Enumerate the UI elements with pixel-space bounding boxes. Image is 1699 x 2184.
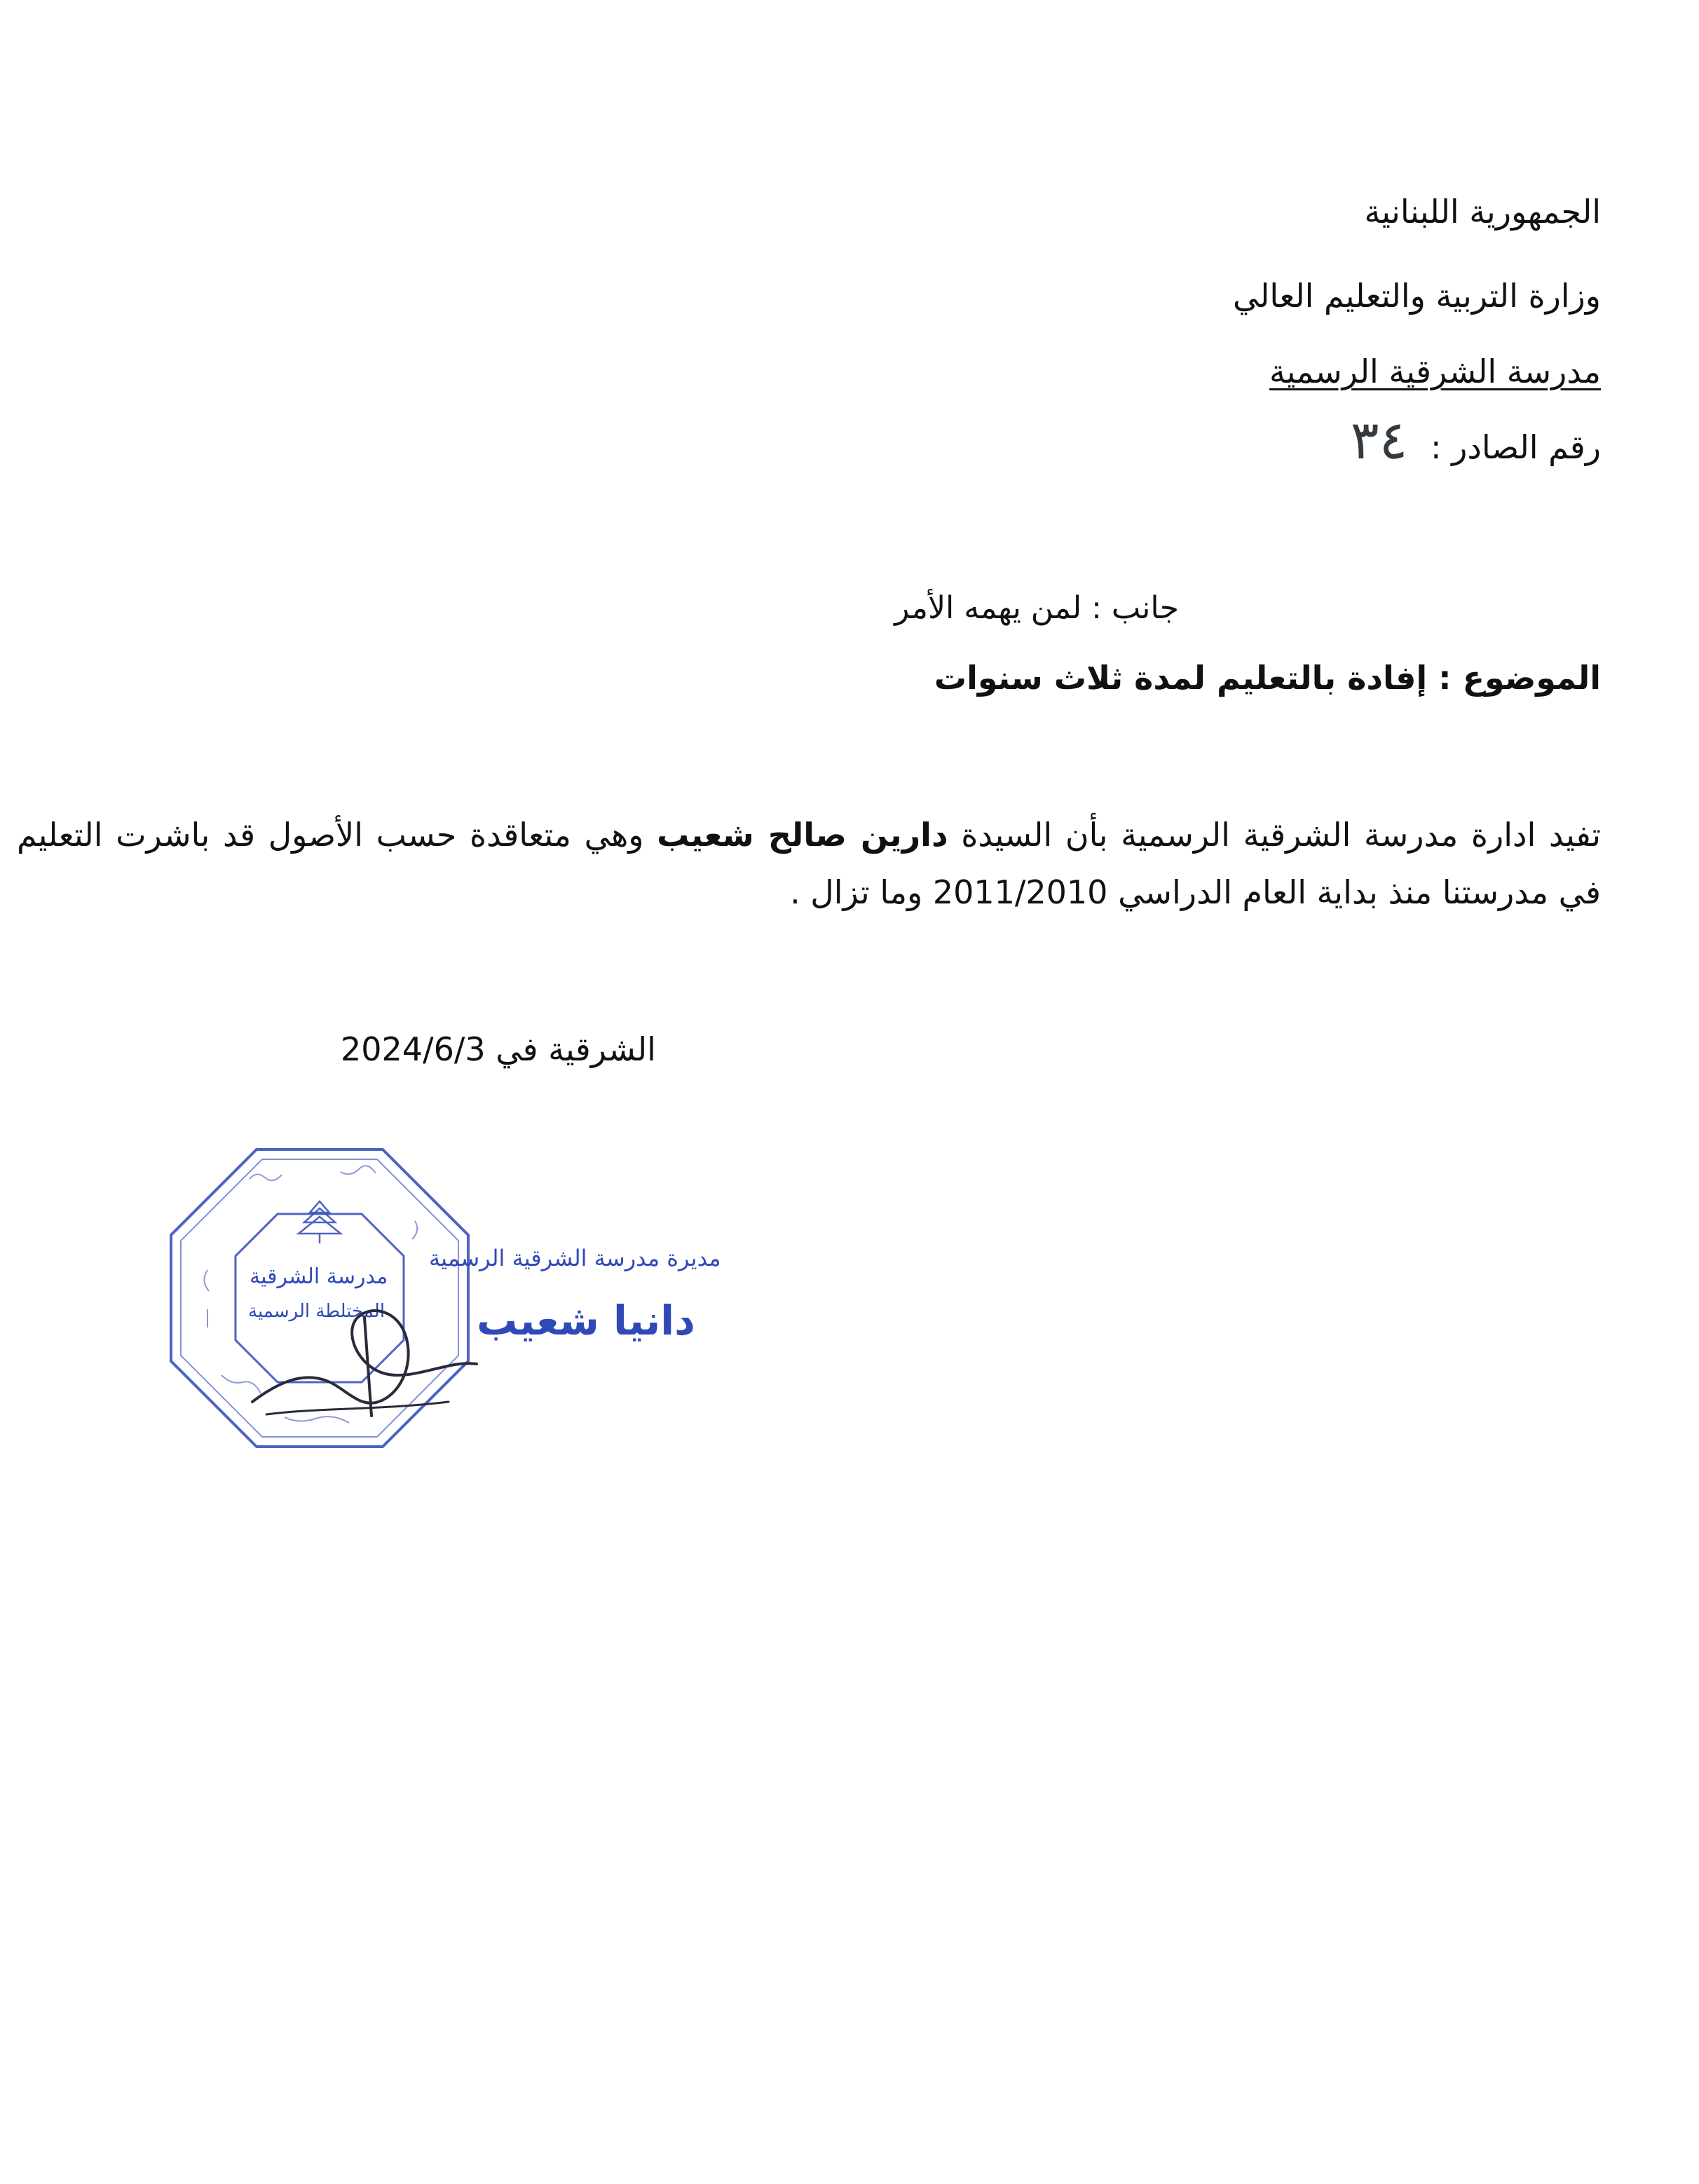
cedar-icon	[299, 1201, 341, 1243]
republic-heading: الجمهورية اللبنانية	[1364, 193, 1601, 231]
reference-label: رقم الصادر :	[1431, 428, 1601, 466]
reference-line	[1350, 409, 1601, 471]
reference-number: ٣٤	[1350, 409, 1408, 471]
body-text-1: تفيد ادارة مدرسة الشرقية الرسمية بأن السيدة	[961, 816, 1602, 854]
seal-school-name: مدرسة الشرقية	[250, 1264, 388, 1289]
date-place: الشرقية في	[496, 1030, 656, 1068]
subject-line	[934, 656, 1601, 699]
teacher-name: دارين صالح شعيب	[657, 816, 948, 854]
subject-label: الموضوع :	[1438, 659, 1601, 697]
body-text-2: وهي متعاقدة حسب الأصول قد باشرت التعليم في مدرستنا منذ بداية العام الدراسي 2011/2010 وما تزال .	[17, 816, 1601, 911]
addressee-line: جانب : لمن يهمه الأمر	[894, 590, 1179, 626]
signature-icon	[238, 1297, 491, 1423]
ministry-heading: وزارة التربية والتعليم العالي	[1233, 277, 1601, 315]
date-value: 2024/6/3	[341, 1030, 486, 1068]
school-heading: مدرسة الشرقية الرسمية	[1269, 353, 1601, 390]
seal-school-type: المختلطة الرسمية	[248, 1301, 385, 1322]
director-title: مديرة مدرسة الشرقية الرسمية	[429, 1245, 721, 1271]
director-name: دانيا شعيب	[477, 1297, 695, 1344]
date-line	[341, 1028, 656, 1071]
subject-text: إفادة بالتعليم لمدة ثلاث سنوات	[934, 659, 1428, 697]
body-paragraph	[17, 806, 1601, 921]
